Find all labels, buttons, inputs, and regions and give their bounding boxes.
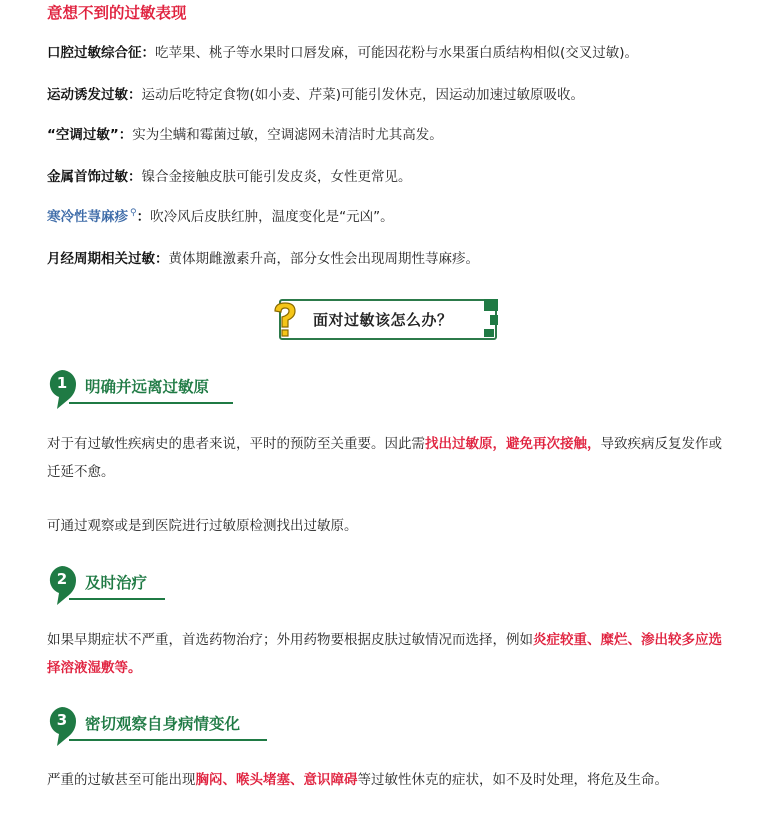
decor-square bbox=[484, 299, 498, 311]
item-term: 月经周期相关过敏： bbox=[47, 251, 169, 267]
item-term: 运动诱发过敏： bbox=[47, 87, 142, 103]
paragraph: 可通过观察或是到医院进行过敏原检测找出过敏原。 bbox=[47, 518, 358, 534]
list-item bbox=[47, 84, 757, 106]
section-title: 明确并远离过敏原 bbox=[85, 378, 210, 396]
highlight-text: 胸闷、喉头堵塞、意识障碍 bbox=[195, 772, 358, 788]
item-term: 口腔过敏综合征： bbox=[47, 45, 155, 61]
highlight-text: 炎症较重、糜烂、渗出较多应选择溶液湿敷等。 bbox=[47, 632, 722, 676]
section-number: 3 bbox=[56, 711, 68, 729]
text: 对于有过敏性疾病史的患者来说，平时的预防至关重要。因此需 bbox=[47, 436, 425, 452]
list-item bbox=[47, 206, 757, 230]
section-heading: 意想不到的过敏表现 bbox=[47, 4, 187, 22]
item-text: 运动后吃特定食物(如小麦、芹菜)可能引发休克，因运动加速过敏原吸收。 bbox=[141, 87, 585, 103]
section-header bbox=[47, 369, 307, 409]
faq-title: 面对过敏该怎么办？ bbox=[313, 311, 453, 329]
text: 导致疾病反复发作或迁延不愈。 bbox=[47, 436, 722, 480]
item-term: “空调过敏”： bbox=[47, 127, 133, 143]
decor-square bbox=[490, 315, 498, 325]
decor-square bbox=[484, 329, 494, 337]
item-term-suffix: ： bbox=[136, 209, 151, 225]
item-text: 镍合金接触皮肤可能引发皮炎，女性更常见。 bbox=[141, 169, 412, 185]
section-title: 及时治疗 bbox=[85, 574, 148, 592]
section-header bbox=[47, 565, 307, 605]
section-underline bbox=[69, 402, 233, 404]
magnifier-icon[interactable]: ⚲ bbox=[130, 208, 137, 218]
highlight-text: 找出过敏原，避免再次接触， bbox=[425, 436, 601, 452]
question-mark-icon bbox=[271, 301, 299, 341]
paragraph bbox=[47, 430, 727, 486]
item-term: 金属首饰过敏： bbox=[47, 169, 142, 185]
paragraph bbox=[47, 766, 727, 794]
section-number: 1 bbox=[56, 374, 68, 392]
text: 严重的过敏甚至可能出现 bbox=[47, 772, 196, 788]
item-text: 吹冷风后皮肤红肿，温度变化是“元凶”。 bbox=[150, 209, 394, 225]
faq-banner bbox=[271, 297, 499, 343]
text: 如果早期症状不严重，首选药物治疗；外用药物要根据皮肤过敏情况而选择，例如 bbox=[47, 632, 533, 648]
section-number: 2 bbox=[56, 570, 68, 588]
search-link[interactable]: 寒冷性荨麻疹 bbox=[47, 209, 128, 225]
paragraph bbox=[47, 626, 727, 682]
section-title: 密切观察自身病情变化 bbox=[85, 715, 241, 733]
text: 等过敏性休克的症状，如不及时处理，将危及生命。 bbox=[357, 772, 668, 788]
item-text: 吃苹果、桃子等水果时口唇发麻，可能因花粉与水果蛋白质结构相似(交叉过敏)。 bbox=[155, 45, 639, 61]
section-underline bbox=[69, 598, 165, 600]
section-header bbox=[47, 706, 307, 746]
item-text: 实为尘螨和霉菌过敏，空调滤网未清洁时尤其高发。 bbox=[132, 127, 443, 143]
list-item bbox=[47, 42, 757, 64]
list-item bbox=[47, 124, 757, 146]
list-item bbox=[47, 166, 757, 188]
list-item bbox=[47, 248, 757, 270]
section-underline bbox=[69, 739, 267, 741]
item-text: 黄体期雌激素升高，部分女性会出现周期性荨麻疹。 bbox=[168, 251, 479, 267]
